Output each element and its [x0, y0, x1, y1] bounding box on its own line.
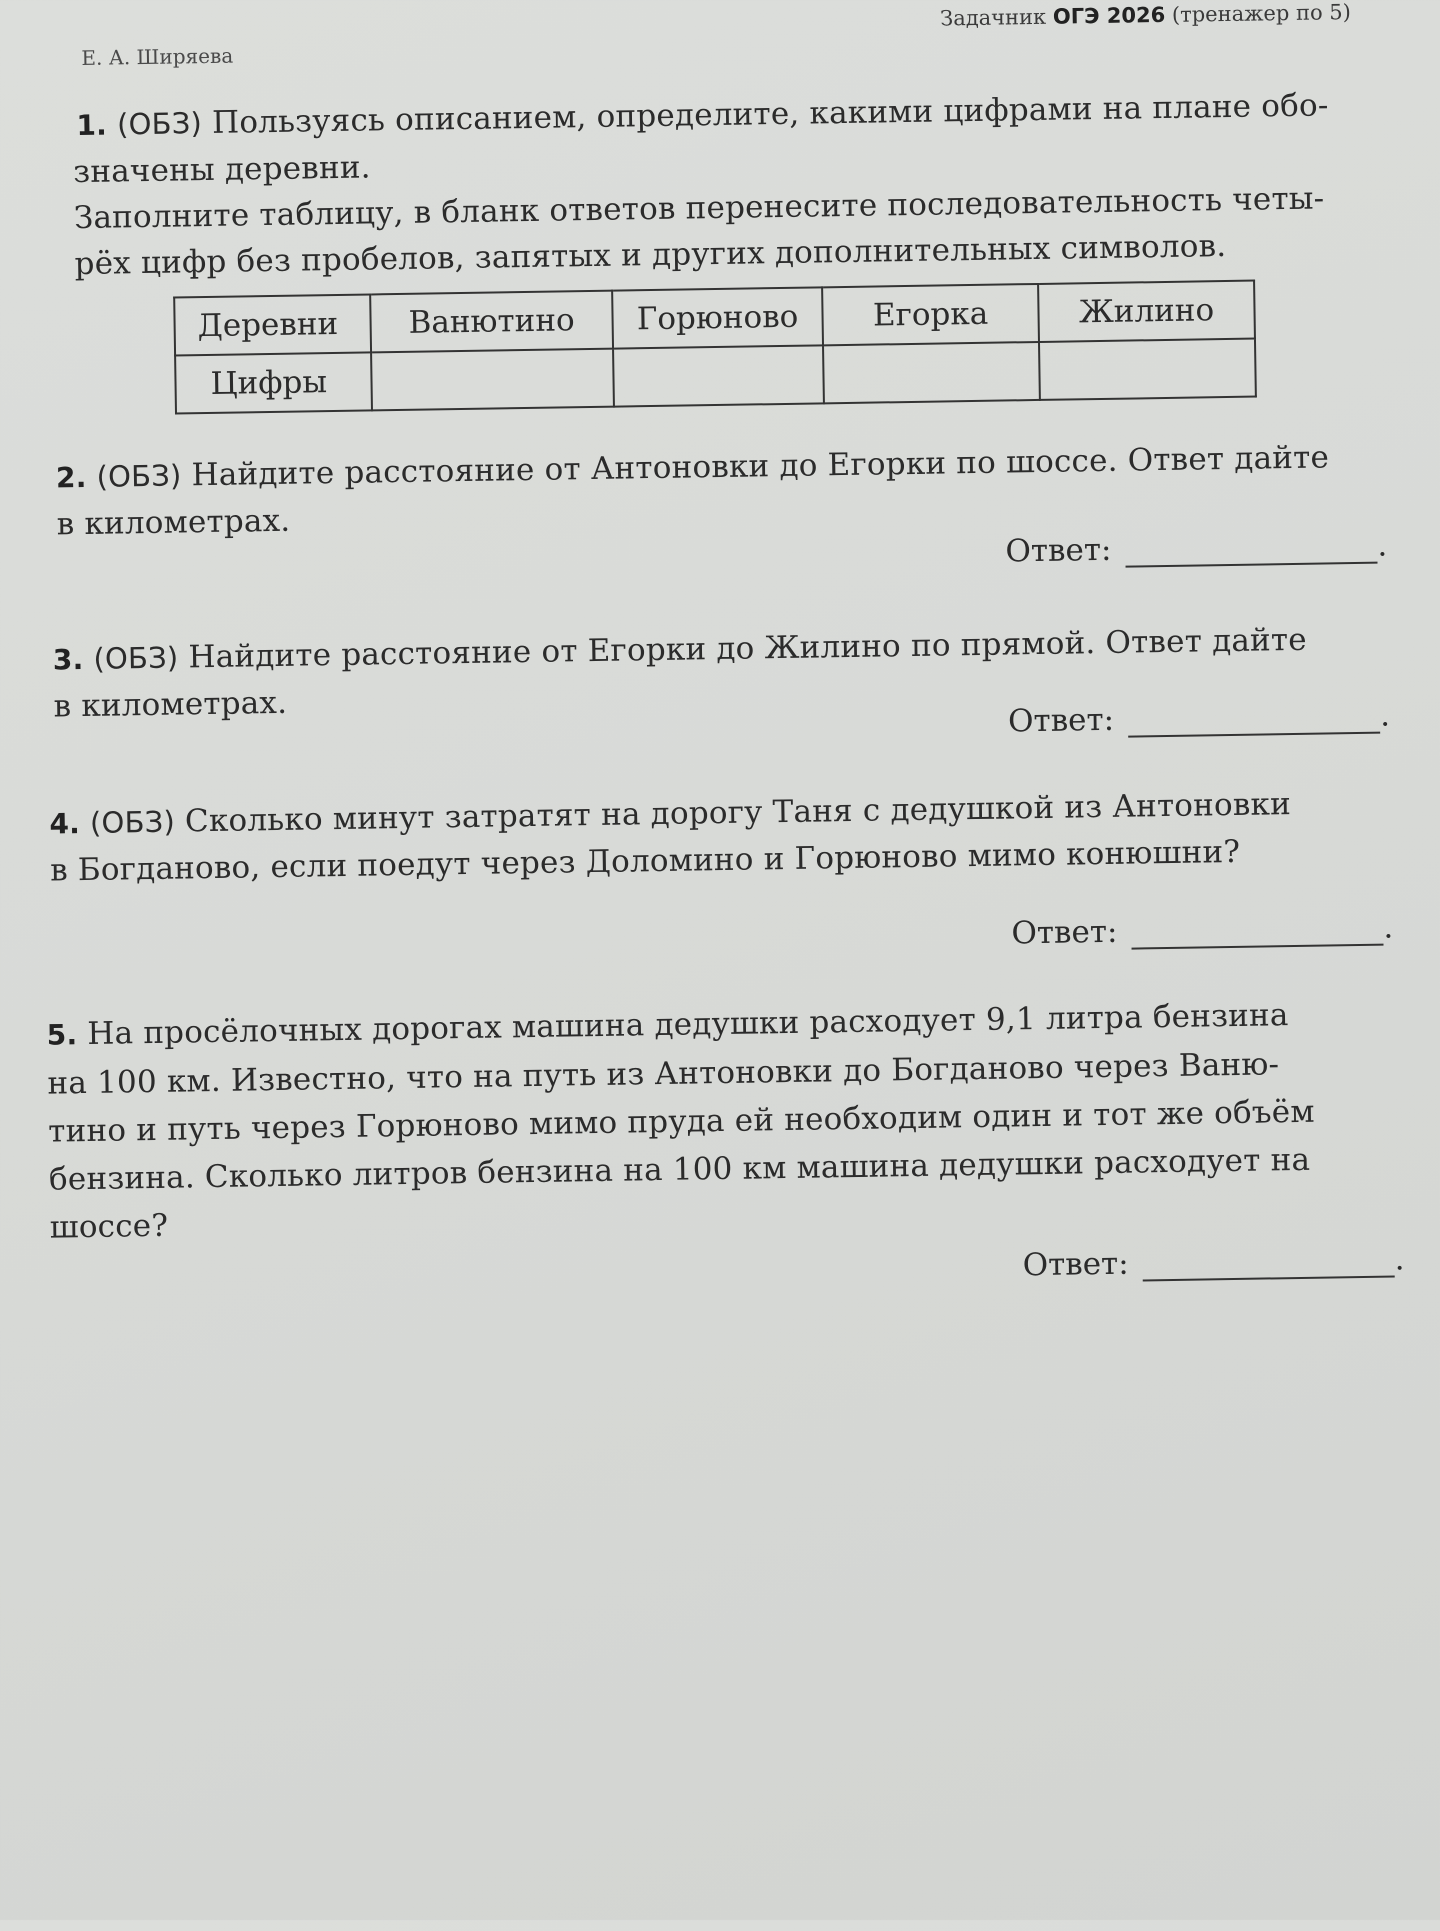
answer-line[interactable]: [1125, 532, 1377, 568]
answer-label: Ответ:: [1011, 913, 1118, 952]
task-text: в километрах.: [53, 684, 288, 725]
book-title-prefix: Задачник: [939, 4, 1054, 31]
task-text: Найдите расстояние от Антоновки до Егорки по шоссе. Ответ дайте: [191, 439, 1330, 494]
task-number: 1.: [76, 108, 108, 143]
answer-dot: .: [1377, 527, 1388, 564]
task-number: 3.: [52, 643, 84, 677]
villages-table: [173, 280, 1257, 415]
task-text: значены деревни.: [72, 149, 371, 191]
answer-dot: .: [1394, 1241, 1405, 1278]
answer-dot: .: [1383, 909, 1394, 946]
table-header-cell: Цифры: [175, 352, 372, 413]
task-text: Пользуясь описанием, определите, какими цифрами на плане обо-: [211, 87, 1329, 141]
task-text: шоссе?: [49, 1207, 169, 1246]
task-text: бензина. Сколько литров бензина на 100 км машина дедушки расходует на: [48, 1141, 1311, 1198]
answer-field-4[interactable]: [1011, 909, 1393, 951]
book-title-suffix: (тренажер по 5): [1165, 0, 1352, 27]
task-text: тино и путь через Горюново мимо пруда ей необходим один и тот же объём: [47, 1093, 1315, 1150]
task-number: 2.: [55, 460, 87, 495]
book-title-bold: ОГЭ 2026: [1052, 2, 1166, 29]
answer-dot: .: [1379, 697, 1391, 734]
task-text: рёх цифр без пробелов, запятых и других дополнительных символов.: [74, 228, 1227, 283]
digit-cell[interactable]: [1039, 339, 1256, 400]
village-name-cell: Жилино: [1038, 281, 1255, 342]
task-5: [46, 989, 1410, 1251]
book-title: [940, 0, 1351, 30]
task-text: в километрах.: [56, 502, 291, 543]
answer-field-5[interactable]: [1022, 1241, 1404, 1283]
task-text: Заполните таблицу, в бланк ответов перенесите последовательность четы-: [73, 180, 1325, 237]
answer-label: Ответ:: [1005, 531, 1112, 570]
author-name: Е. А. Ширяева: [81, 43, 234, 70]
task-text: На просёлочных дорогах машина дедушки расходует 9,1 литра бензина: [87, 997, 1289, 1052]
answer-label: Ответ:: [1007, 701, 1115, 740]
task-4: [49, 779, 1400, 893]
task-text: Сколько минут затратят на дорогу Таня с дедушкой из Антоновки: [184, 786, 1292, 840]
village-name-cell: Горюново: [612, 287, 823, 348]
answer-line[interactable]: [1131, 914, 1383, 950]
village-name-cell: Ванютино: [370, 291, 613, 353]
task-number: 4.: [49, 807, 81, 841]
digit-cell[interactable]: [823, 342, 1040, 403]
task-tag: (ОБЗ): [96, 458, 182, 494]
task-text: в Богданово, если поедут через Доломино и Горюново мимо конюшни?: [49, 833, 1241, 889]
task-tag: (ОБЗ): [89, 804, 176, 840]
digit-cell[interactable]: [613, 345, 824, 406]
task-tag: (ОБЗ): [116, 106, 203, 142]
answer-label: Ответ:: [1022, 1245, 1129, 1284]
answer-line[interactable]: [1142, 1245, 1394, 1281]
answer-line[interactable]: [1128, 702, 1380, 738]
task-1: [72, 82, 1375, 287]
village-name-cell: Егорка: [822, 284, 1039, 345]
task-tag: (ОБЗ): [93, 640, 179, 676]
task-text: на 100 км. Известно, что на путь из Антоновки до Богданово через Ваню-: [47, 1046, 1280, 1102]
task-text: Найдите расстояние от Егорки до Жилино по прямой. Ответ дайте: [188, 621, 1308, 676]
task-number: 5.: [46, 1018, 78, 1052]
answer-field-2[interactable]: [1005, 528, 1387, 570]
table-header-cell: Деревни: [174, 294, 371, 355]
digit-cell[interactable]: [371, 349, 614, 411]
answer-field-3[interactable]: [1008, 697, 1390, 739]
